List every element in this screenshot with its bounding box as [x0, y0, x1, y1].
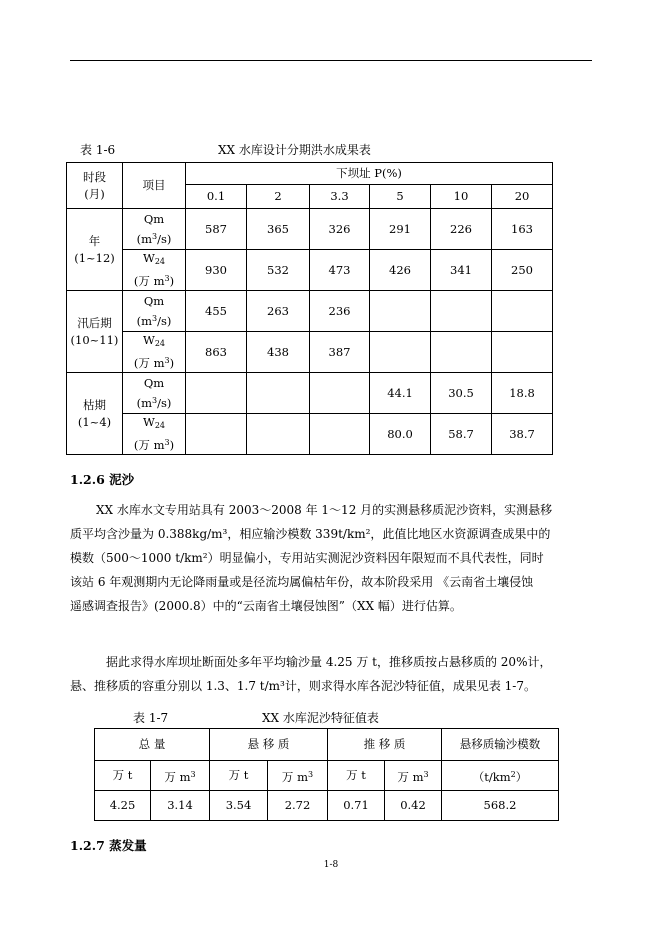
item-cell-qm — [123, 209, 186, 250]
unit-cell-ton: 万 t — [95, 761, 151, 791]
unit-cell-ton: 万 t — [210, 761, 268, 791]
unit-text: (万 m — [133, 438, 165, 452]
period-range: (1~12) — [74, 250, 115, 265]
value-cell: 250 — [492, 250, 553, 291]
value-cell: 226 — [431, 209, 492, 250]
value-cell: 3.14 — [151, 791, 210, 821]
frequency-group-header: 下坝址 P(%) — [186, 163, 553, 185]
unit-text: （t/km — [472, 769, 511, 784]
section-heading-evaporation: 1.2.7 蒸发量 — [70, 838, 147, 853]
value-cell: 473 — [310, 250, 370, 291]
unit-superscript: 3 — [152, 231, 158, 241]
period-cell — [67, 373, 123, 455]
period-name: 年 — [88, 233, 101, 248]
value-cell: 18.8 — [492, 373, 553, 414]
value-cell — [492, 332, 553, 373]
item-cell-w24 — [123, 250, 186, 291]
unit-cell-ton: 万 t — [328, 761, 385, 791]
value-cell: 291 — [370, 209, 431, 250]
unit-text: 万 m — [397, 769, 424, 784]
unit-cell-volume — [385, 761, 442, 791]
value-cell: 455 — [186, 291, 247, 332]
value-cell: 326 — [310, 209, 370, 250]
frequency-cell: 0.1 — [186, 185, 247, 209]
value-cell: 263 — [247, 291, 310, 332]
text-line: 该站 6 年观测期内无论降雨量或是径流均属偏枯年份，故本阶段采用 《云南省土壤侵蚀 — [70, 575, 534, 589]
header-rule — [70, 60, 592, 61]
value-cell: 2.72 — [268, 791, 328, 821]
unit-superscript: 3 — [423, 769, 429, 779]
page-number: 1-8 — [323, 860, 339, 870]
w-subscript: 24 — [154, 257, 165, 266]
text-line: XX 水库水文专用站具有 2003～2008 年 1～12 月的实测悬移质泥沙资料，实测悬移 — [96, 503, 553, 517]
value-cell — [247, 373, 310, 414]
value-cell — [370, 332, 431, 373]
table-row — [67, 250, 553, 291]
qm-label: Qm — [143, 375, 165, 390]
value-cell: 568.2 — [442, 791, 559, 821]
w-subscript: 24 — [154, 339, 165, 348]
item-header: 项目 — [123, 163, 186, 209]
modulus-unit-cell — [442, 761, 559, 791]
table-row — [67, 373, 553, 414]
value-cell: 3.54 — [210, 791, 268, 821]
frequency-cell: 10 — [431, 185, 492, 209]
frequency-cell: 3.3 — [310, 185, 370, 209]
value-cell: 44.1 — [370, 373, 431, 414]
text-line: 质平均含沙量为 0.388kg/m³，相应输沙模数 339t/km²，此值比地区水资源调查成果中的 — [70, 527, 551, 541]
text-line: 遥感调查报告》(2000.8）中的“云南省土壤侵蚀图”（XX 幅）进行估算。 — [70, 599, 462, 613]
w-label: W — [142, 415, 155, 429]
unit-text: /s) — [157, 313, 172, 328]
text-line: 据此求得水库坝址断面处多年平均输沙量 4.25 万 t，推移质按占悬移质的 20%计， — [106, 655, 552, 669]
qm-label: Qm — [143, 293, 165, 308]
w-label: W — [142, 333, 155, 347]
period-range: (10~11) — [70, 332, 119, 347]
value-cell — [492, 291, 553, 332]
value-cell: 438 — [247, 332, 310, 373]
unit-text: (m — [136, 313, 153, 328]
table6-caption-number: 表 1-6 — [80, 143, 116, 157]
item-cell-qm — [123, 373, 186, 414]
item-cell-w24 — [123, 414, 186, 455]
table6-caption-title: XX 水库设计分期洪水成果表 — [218, 143, 371, 157]
sediment-table — [94, 728, 559, 821]
unit-row — [95, 761, 559, 791]
period-cell — [67, 209, 123, 291]
flood-results-table — [66, 162, 553, 455]
unit-text: ) — [169, 438, 175, 452]
table7-caption-title: XX 水库泥沙特征值表 — [262, 711, 379, 725]
bedload-header: 推 移 质 — [328, 729, 442, 761]
unit-cell-volume — [151, 761, 210, 791]
table-row — [67, 414, 553, 455]
period-header: 时段 (月) — [67, 163, 123, 209]
unit-cell-volume — [268, 761, 328, 791]
frequency-cell: 5 — [370, 185, 431, 209]
value-cell: 30.5 — [431, 373, 492, 414]
text-line: 模数（500～1000 t/km²）明显偏小，专用站实测泥沙资料因年限短而不具代表性，同时 — [70, 551, 544, 565]
unit-superscript: 3 — [164, 356, 170, 365]
unit-text: ) — [169, 274, 175, 288]
unit-text: ) — [169, 356, 175, 370]
value-cell: 426 — [370, 250, 431, 291]
period-cell — [67, 291, 123, 373]
modulus-header: 悬移质输沙模数 — [442, 729, 559, 761]
text-line: 悬、推移质的容重分别以 1.3、1.7 t/m³计，则求得水库各泥沙特征值，成果见表 1-7。 — [70, 679, 536, 693]
value-cell: 587 — [186, 209, 247, 250]
unit-text: /s) — [157, 395, 172, 410]
item-cell-qm — [123, 291, 186, 332]
unit-text: (万 m — [133, 274, 165, 288]
total-header: 总 量 — [95, 729, 210, 761]
sediment-paragraph-1 — [70, 498, 592, 618]
value-cell: 532 — [247, 250, 310, 291]
unit-text: /s) — [157, 231, 172, 246]
value-cell: 365 — [247, 209, 310, 250]
unit-superscript: 3 — [307, 769, 314, 779]
value-cell: 930 — [186, 250, 247, 291]
value-cell: 163 — [492, 209, 553, 250]
value-cell: 387 — [310, 332, 370, 373]
frequency-cell: 2 — [247, 185, 310, 209]
value-cell: 38.7 — [492, 414, 553, 455]
item-cell-w24 — [123, 332, 186, 373]
unit-text: (m — [136, 395, 153, 410]
unit-superscript: 3 — [164, 438, 170, 447]
table7-caption-number: 表 1-7 — [133, 711, 169, 725]
value-cell: 58.7 — [431, 414, 492, 455]
value-cell — [370, 291, 431, 332]
value-row — [95, 791, 559, 821]
value-cell: 236 — [310, 291, 370, 332]
suspended-header: 悬 移 质 — [210, 729, 328, 761]
value-cell: 0.71 — [328, 791, 385, 821]
value-cell — [431, 291, 492, 332]
sediment-paragraph-2 — [70, 650, 592, 698]
table-row — [67, 332, 553, 373]
unit-superscript: 3 — [152, 313, 158, 323]
value-cell — [431, 332, 492, 373]
unit-text: 万 m — [281, 769, 308, 784]
qm-label: Qm — [143, 211, 165, 226]
value-cell: 0.42 — [385, 791, 442, 821]
unit-superscript: 2 — [510, 769, 516, 779]
unit-superscript: 3 — [190, 769, 196, 779]
value-cell: 4.25 — [95, 791, 151, 821]
w-label: W — [142, 251, 155, 265]
flood-results-body — [67, 209, 553, 455]
value-cell — [310, 373, 370, 414]
value-cell: 341 — [431, 250, 492, 291]
unit-text: 万 m — [164, 769, 191, 784]
section-heading-sediment: 1.2.6 泥沙 — [70, 472, 135, 487]
value-cell — [247, 414, 310, 455]
unit-text: (万 m — [133, 356, 165, 370]
w-subscript: 24 — [154, 421, 165, 430]
period-name: 枯期 — [83, 397, 106, 412]
value-cell: 80.0 — [370, 414, 431, 455]
unit-superscript: 3 — [164, 274, 170, 283]
table-row — [67, 291, 553, 332]
unit-text: (m — [136, 231, 153, 246]
table-row — [67, 209, 553, 250]
unit-text: ） — [515, 769, 528, 784]
value-cell: 863 — [186, 332, 247, 373]
period-name: 汛后期 — [77, 315, 112, 330]
value-cell — [186, 414, 247, 455]
period-range: (1~4) — [77, 414, 112, 429]
value-cell — [186, 373, 247, 414]
value-cell — [310, 414, 370, 455]
unit-superscript: 3 — [152, 395, 158, 405]
frequency-cell: 20 — [492, 185, 553, 209]
